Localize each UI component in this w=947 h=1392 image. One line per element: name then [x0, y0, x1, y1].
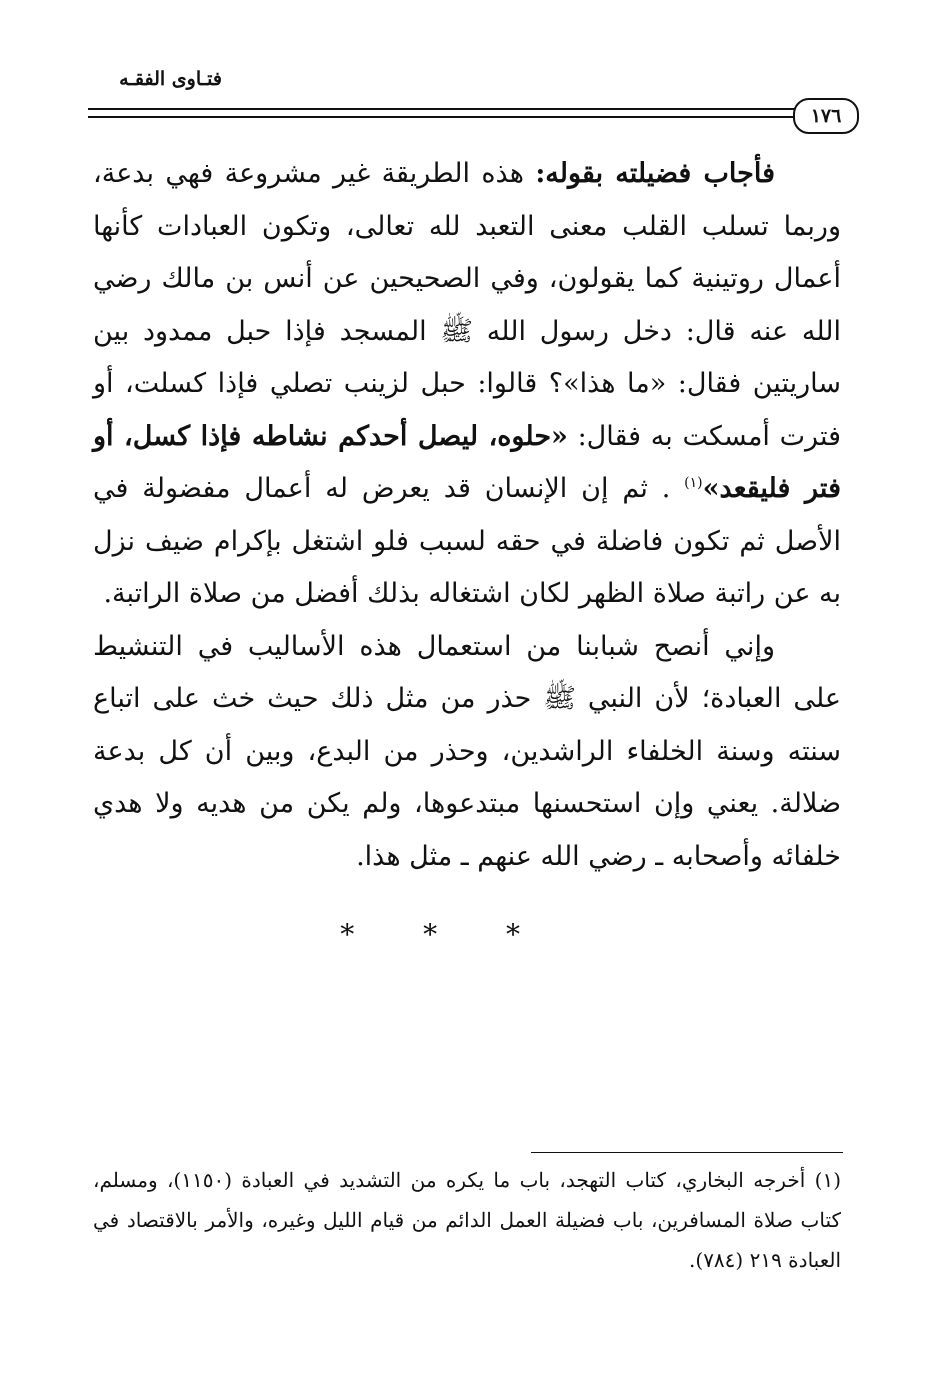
answer-lead: فأجاب فضيلته بقوله: — [535, 158, 775, 189]
answer-text-b: . ثم إن الإنسان قد يعرض له أعمال مفضولة في الأصل ثم تكون فاضلة في حقه لسبب فلو اشتغل بإكرام ضيف نزل به عن راتبة صلاة الظهر لكان اشتغاله بذلك أفضل من صلاة الراتبة. — [93, 473, 841, 609]
running-title: فتـاوى الفقـه — [119, 68, 222, 90]
hadith-quote: «حلوه، ليصل أحدكم نشاطه فإذا كسل، أو فتر فليقعد» — [93, 420, 841, 504]
main-text — [93, 148, 841, 883]
paragraph-advice: وإني أنصح شبابنا من استعمال هذه الأساليب في التنشيط على العبادة؛ لأن النبي ﷺ حذر من مثل ذلك حيث خث على اتباع سنته وسنة الخلفاء الراشدين، وحذر من البدع، وبين أن كل بدعة ضلالة. يعني وإن استحسنها مبتدعوها، ولم يكن من هديه ولا هدي خلفائه وأصحابه ـ رضي الله عنهم ـ مثل هذا. — [93, 630, 841, 872]
footnote-reference[interactable]: (١) — [684, 475, 703, 491]
paragraph-answer — [93, 148, 841, 621]
page-number-badge: ١٧٦ — [793, 98, 859, 134]
header-rule-top — [88, 108, 834, 110]
answer-text-a: هذه الطريقة غير مشروعة فهي بدعة، وربما تسلب القلب معنى التعبد لله تعالى، وتكون العبادات كأنها أعمال روتينية كما يقولون، وفي الصحيحين عن أنس بن مالك رضي الله عنه قال: دخل رسول الله ﷺ المسجد فإذا حبل ممدود بين ساريتين فقال: «ما هذا»؟ قالوا: حبل لزينب تصلي فإذا كسلت، أو فترت أمسكت به فقال: — [93, 158, 841, 452]
section-separator: * * * — [340, 918, 550, 951]
footnote-1: (١) أخرجه البخاري، كتاب التهجد، باب ما يكره من التشديد في العبادة (١١٥٠)، ومسلم، كتاب صلاة المسافرين، باب فضيلة العمل الدائم من قيام الليل وغيره، والأمر بالاقتصاد في العبادة ٢١٩ (٧٨٤). — [93, 1168, 841, 1272]
footnotes — [93, 1160, 841, 1280]
footnote-rule — [531, 1152, 843, 1153]
header-rule-bottom — [88, 116, 834, 118]
